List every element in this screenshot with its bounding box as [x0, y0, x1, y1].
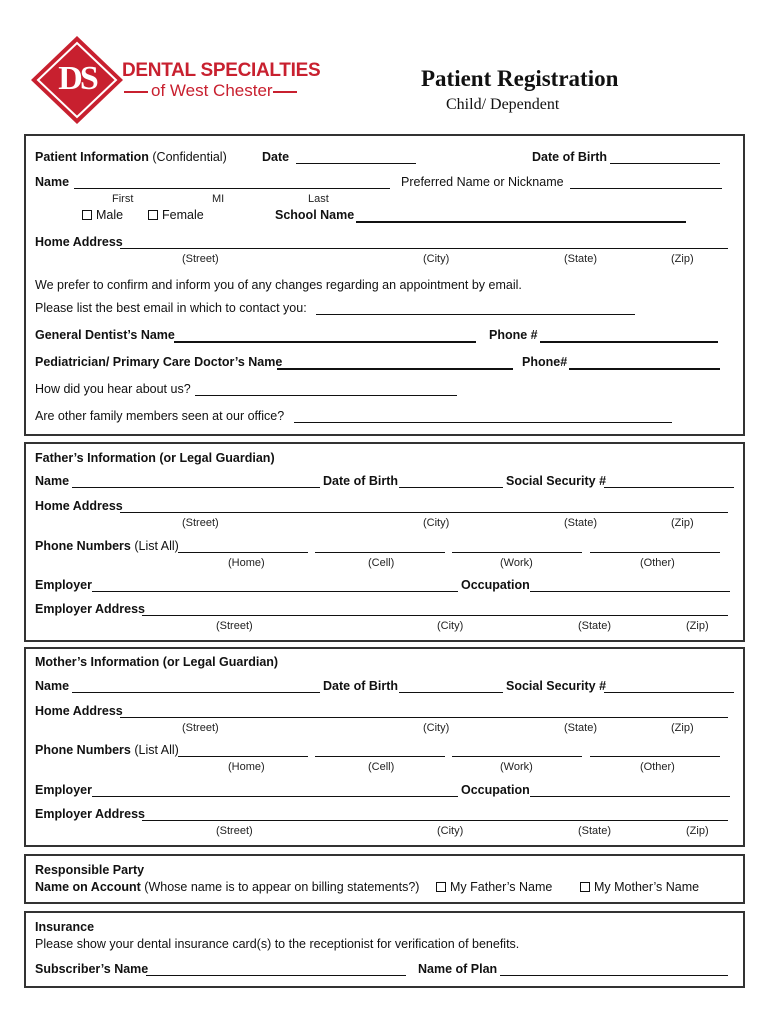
father-heading: Father’s Information (or Legal Guardian): [35, 451, 275, 465]
email-field[interactable]: [316, 314, 635, 315]
father-emp-sub-street: (Street): [216, 620, 253, 632]
father-sub-zip: (Zip): [671, 517, 694, 529]
father-phone-other-field[interactable]: [590, 552, 720, 553]
mother-emp-address-label: Employer Address: [35, 807, 145, 821]
name-on-account-label: Name on Account (Whose name is to appear on billing statements?): [35, 880, 420, 894]
father-sub-home: (Home): [228, 557, 265, 569]
sub-street: (Street): [182, 253, 219, 265]
preferred-name-field[interactable]: [570, 188, 722, 189]
sub-first: First: [112, 193, 134, 205]
pediatrician-label: Pediatrician/ Primary Care Doctor’s Name: [35, 355, 283, 369]
father-sub-cell: (Cell): [368, 557, 395, 569]
male-checkbox[interactable]: [82, 210, 92, 220]
father-sub-city: (City): [423, 517, 450, 529]
logo-rule-left: [124, 91, 148, 93]
patient-name-field[interactable]: [74, 188, 390, 189]
father-name-checkbox[interactable]: [436, 882, 446, 892]
logo-monogram: DS: [58, 60, 96, 97]
logo-line2: of West Chester: [151, 81, 273, 100]
family-field[interactable]: [294, 422, 672, 423]
preferred-name-label: Preferred Name or Nickname: [401, 175, 564, 189]
mother-dob-label: Date of Birth: [323, 679, 398, 693]
mother-sub-state: (State): [564, 722, 598, 734]
father-ssn-field[interactable]: [604, 487, 734, 488]
father-name-field[interactable]: [72, 487, 320, 488]
mother-home-label: Home Address: [35, 704, 123, 718]
father-phone-home-field[interactable]: [178, 552, 308, 553]
mother-sub-zip: (Zip): [671, 722, 694, 734]
practice-logo: [30, 34, 321, 130]
mother-home-field[interactable]: [120, 717, 728, 718]
father-dob-label: Date of Birth: [323, 474, 398, 488]
subscriber-field[interactable]: [146, 975, 406, 976]
mother-name-label: Name: [35, 679, 70, 693]
mother-ssn-label: Social Security #: [506, 679, 607, 693]
mother-sub-work: (Work): [500, 761, 533, 773]
father-emp-sub-zip: (Zip): [686, 620, 709, 632]
father-employer-label: Employer: [35, 578, 92, 592]
father-emp-address-field[interactable]: [142, 615, 728, 616]
mother-occupation-label: Occupation: [461, 783, 530, 797]
father-name-label: Name: [35, 474, 70, 488]
pediatrician-field[interactable]: [277, 368, 513, 370]
mother-sub-other: (Other): [640, 761, 675, 773]
family-label: Are other family members seen at our office?: [35, 409, 285, 423]
sub-city: (City): [423, 253, 450, 265]
heard-label: How did you hear about us?: [35, 382, 191, 396]
plan-field[interactable]: [500, 975, 728, 976]
plan-label: Name of Plan: [418, 962, 498, 976]
logo-rule-right: [273, 91, 297, 93]
school-field[interactable]: [356, 221, 686, 223]
father-name-option: My Father’s Name: [450, 880, 553, 894]
patient-date-label: Date: [262, 150, 290, 164]
home-address-label: Home Address: [35, 235, 123, 249]
sub-last: Last: [308, 193, 329, 205]
mother-phone-home-field[interactable]: [178, 756, 308, 757]
mother-phones-label: Phone Numbers (List All): [35, 743, 179, 757]
mother-ssn-field[interactable]: [604, 692, 734, 693]
dentist-label: General Dentist’s Name: [35, 328, 175, 342]
mother-emp-sub-zip: (Zip): [686, 825, 709, 837]
sub-zip: (Zip): [671, 253, 694, 265]
mother-sub-home: (Home): [228, 761, 265, 773]
school-label: School Name: [275, 208, 355, 222]
mother-emp-sub-state: (State): [578, 825, 612, 837]
dentist-field[interactable]: [174, 341, 476, 343]
dentist-phone-label: Phone #: [489, 328, 538, 342]
logo-line1: DENTAL SPECIALTIES: [122, 60, 321, 81]
subscriber-label: Subscriber’s Name: [35, 962, 149, 976]
page-title: Patient Registration: [421, 66, 619, 91]
father-occupation-label: Occupation: [461, 578, 530, 592]
mother-emp-sub-street: (Street): [216, 825, 253, 837]
responsible-section: [24, 854, 745, 904]
home-address-field[interactable]: [120, 248, 728, 249]
father-employer-field[interactable]: [92, 591, 458, 592]
mother-sub-city: (City): [423, 722, 450, 734]
dentist-phone-field[interactable]: [540, 341, 718, 343]
father-home-label: Home Address: [35, 499, 123, 513]
mother-emp-sub-city: (City): [437, 825, 464, 837]
mother-employer-label: Employer: [35, 783, 92, 797]
father-emp-address-label: Employer Address: [35, 602, 145, 616]
sub-mi: MI: [212, 193, 225, 205]
mother-name-option: My Mother’s Name: [594, 880, 700, 894]
father-ssn-label: Social Security #: [506, 474, 607, 488]
insurance-note: Please show your dental insurance card(s) to the receptionist for verification of benefits.: [35, 937, 520, 951]
mother-emp-address-field[interactable]: [142, 820, 728, 821]
male-label: Male: [96, 208, 124, 222]
email-note: We prefer to confirm and inform you of any changes regarding an appointment by email.: [35, 278, 522, 292]
sub-state: (State): [564, 253, 598, 265]
father-sub-work: (Work): [500, 557, 533, 569]
father-emp-sub-city: (City): [437, 620, 464, 632]
patient-date-field[interactable]: [296, 163, 416, 164]
responsible-heading: Responsible Party: [35, 863, 145, 877]
email-label: Please list the best email in which to contact you:: [35, 301, 307, 315]
mother-occupation-field[interactable]: [530, 796, 730, 797]
mother-name-checkbox[interactable]: [580, 882, 590, 892]
patient-name-label: Name: [35, 175, 70, 189]
mother-phone-cell-field[interactable]: [315, 756, 445, 757]
mother-employer-field[interactable]: [92, 796, 458, 797]
patient-heading: Patient Information (Confidential): [35, 150, 227, 164]
mother-heading: Mother’s Information (or Legal Guardian): [35, 655, 279, 669]
page-subtitle: Child/ Dependent: [446, 96, 560, 113]
patient-dob-field[interactable]: [610, 163, 720, 164]
female-label: Female: [162, 208, 204, 222]
mother-phone-other-field[interactable]: [590, 756, 720, 757]
father-phone-work-field[interactable]: [452, 552, 582, 553]
pediatrician-phone-label: Phone#: [522, 355, 568, 369]
mother-sub-cell: (Cell): [368, 761, 395, 773]
father-sub-other: (Other): [640, 557, 675, 569]
father-phone-cell-field[interactable]: [315, 552, 445, 553]
female-checkbox[interactable]: [148, 210, 158, 220]
father-home-field[interactable]: [120, 512, 728, 513]
father-dob-field[interactable]: [399, 487, 503, 488]
father-phones-label: Phone Numbers (List All): [35, 539, 179, 553]
mother-phone-work-field[interactable]: [452, 756, 582, 757]
mother-sub-street: (Street): [182, 722, 219, 734]
heard-field[interactable]: [195, 395, 457, 396]
father-emp-sub-state: (State): [578, 620, 612, 632]
pediatrician-phone-field[interactable]: [569, 368, 720, 370]
mother-dob-field[interactable]: [399, 692, 503, 693]
father-sub-street: (Street): [182, 517, 219, 529]
father-occupation-field[interactable]: [530, 591, 730, 592]
father-sub-state: (State): [564, 517, 598, 529]
mother-name-field[interactable]: [72, 692, 320, 693]
insurance-heading: Insurance: [35, 920, 95, 934]
patient-dob-label: Date of Birth: [532, 150, 607, 164]
